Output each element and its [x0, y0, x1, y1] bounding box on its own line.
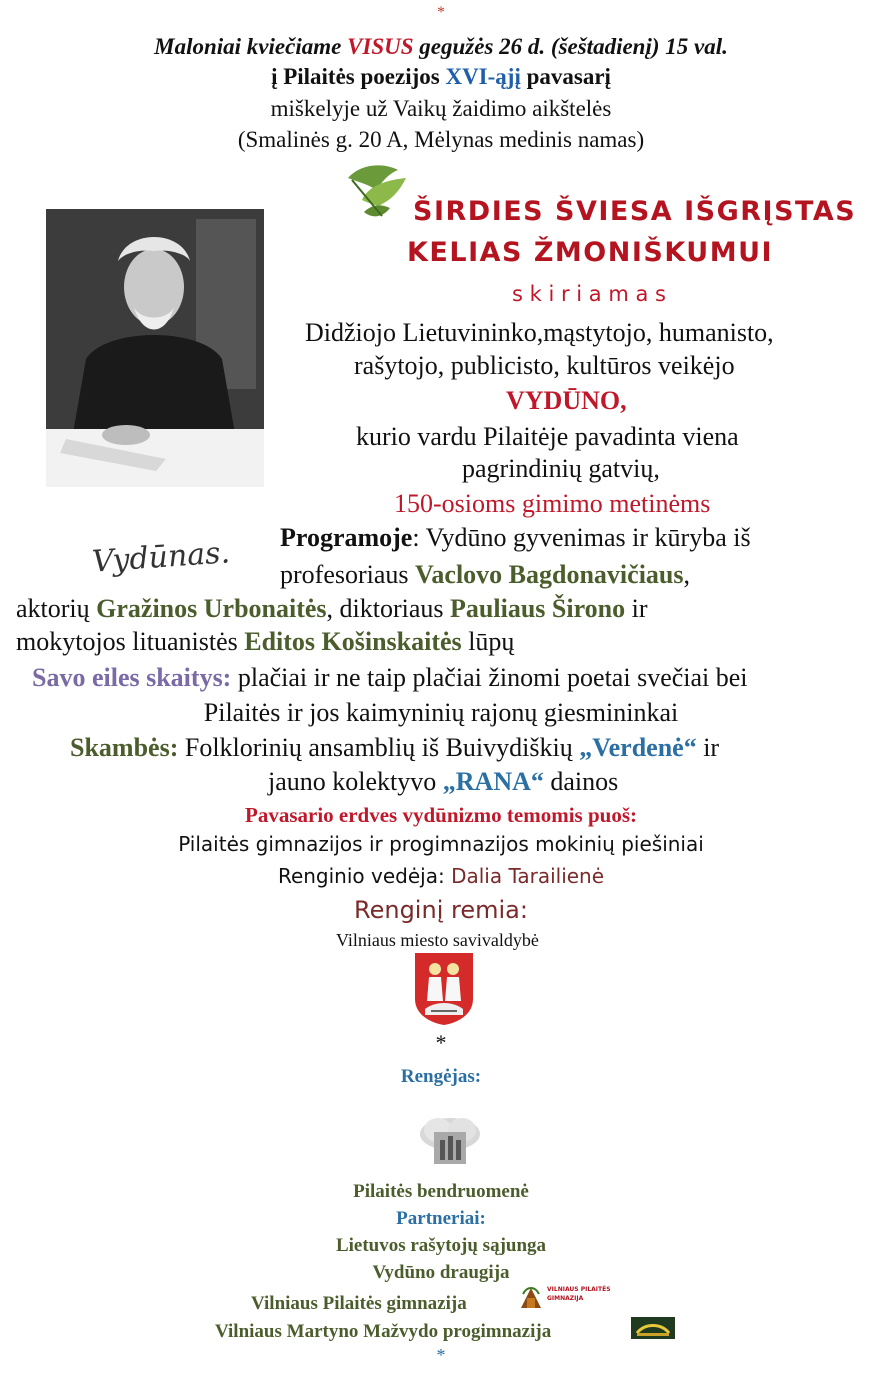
vyduno-signature: Vydūnas. [90, 535, 232, 580]
invitation-spring: pavasarį [520, 64, 611, 89]
partner-item: Vilniaus Martyno Mažvydo progimnazija [215, 1321, 552, 1342]
host-line [0, 864, 882, 888]
partners-label: Partneriai: [396, 1208, 486, 1229]
poets-line-2: Pilaitės ir jos kaimyninių rajonų giesmininkai [203, 698, 679, 727]
music-text: Folklorinių ansamblių iš Buivydiškių [178, 733, 580, 762]
invitation-line-1 [0, 34, 882, 60]
host-name: Dalia Tarailienė [451, 864, 605, 888]
progymnasium-logo-icon [631, 1317, 675, 1339]
vyduno-portrait-photo [46, 209, 264, 487]
invitation-event: į Pilaitės poezijos [271, 64, 446, 89]
ensemble-rana: „RANA“ [442, 767, 544, 796]
event-title-line-2: KELIAS ŽMONIŠKUMUI [407, 237, 774, 268]
partner-item: Vydūno draugija [372, 1262, 510, 1283]
top-asterisk: * [437, 4, 445, 21]
program-text: , diktoriaus [326, 594, 451, 623]
invitation-edition: XVI-ąjį [445, 64, 521, 89]
music-text: ir [696, 733, 720, 762]
program-line-3 [16, 594, 648, 624]
dedication-line-2: rašytojo, publicisto, kultūros veikėjo [354, 351, 735, 380]
professor-name: Vaclovo Bagdonavičiaus [415, 560, 684, 589]
gymnasium-logo-icon [519, 1284, 543, 1310]
announcer-name: Pauliaus Širono [450, 594, 626, 623]
vilnius-coat-of-arms-icon [413, 951, 475, 1026]
poets-label: Savo eiles skaitys: [32, 663, 232, 692]
host-label: Renginio vedėja: [277, 864, 452, 888]
ensemble-verdene: „Verdenė“ [579, 733, 697, 762]
dedication-line-1: Didžiojo Lietuvininko,mąstytojo, humanisto, [305, 318, 774, 347]
program-text: lūpų [461, 627, 515, 656]
program-text: profesoriaus [280, 560, 416, 589]
gymnasium-logo-text: VILNIAUS PILAITĖS GIMNAZIJA [547, 1286, 611, 1302]
program-text: aktorių [16, 594, 97, 623]
event-title-line-1: ŠIRDIES ŠVIESA IŠGRĮSTAS [413, 196, 857, 227]
actress-name: Gražinos Urbonaitės [96, 594, 327, 623]
invitation-line-2 [0, 64, 882, 90]
middle-asterisk: * [435, 1030, 447, 1055]
program-text: : Vydūno gyvenimas ir kūryba iš [412, 523, 751, 552]
leaf-bird-icon [342, 160, 412, 226]
vyduno-name: VYDŪNO, [506, 386, 627, 415]
dedication-line-3: kurio vardu Pilaitėje pavadinta viena [356, 422, 739, 451]
teacher-name: Editos Košinskaitės [244, 627, 462, 656]
invitation-date: gegužės 26 d. (šeštadienį) 15 val. [413, 34, 728, 59]
music-label: Skambės: [70, 733, 179, 762]
partner-item: Vilniaus Pilaitės gimnazija [251, 1293, 467, 1314]
program-label: Programoje [280, 523, 413, 552]
invitation-everyone: VISUS [347, 34, 414, 59]
music-line-2 [268, 767, 618, 797]
program-line-1 [280, 523, 751, 553]
anniversary-line: 150-osioms gimimo metinėms [394, 489, 711, 518]
program-text: mokytojos lituanistės [16, 627, 245, 656]
invitation-address: (Smalinės g. 20 A, Mėlynas medinis namas) [237, 127, 645, 152]
dedication-label: s k i r i a m a s [512, 282, 666, 306]
poets-text: plačiai ir ne taip plačiai žinomi poetai svečiai bei [231, 663, 748, 692]
decor-text: Pilaitės gimnazijos ir progimnazijos mokinių piešiniai [178, 832, 704, 856]
program-text: ir [625, 594, 648, 623]
program-line-4 [16, 627, 514, 657]
program-line-2 [280, 560, 690, 590]
pilaite-community-logo-icon [418, 1110, 482, 1168]
invitation-location: miškelyje už Vaikų žaidimo aikštelės [270, 96, 612, 121]
poets-line-1 [32, 663, 748, 693]
program-text: , [683, 560, 690, 589]
sponsor-label: Renginį remia: [354, 896, 528, 924]
sponsor-name: Vilniaus miesto savivaldybė [336, 930, 539, 950]
music-line-1 [70, 733, 719, 763]
dedication-line-4: pagrindinių gatvių, [462, 454, 660, 483]
bottom-asterisk: * [436, 1345, 446, 1365]
music-text: dainos [543, 767, 619, 796]
decor-label: Pavasario erdves vydūnizmo temomis puoš: [245, 803, 637, 827]
invitation-text: Maloniai kviečiame [154, 34, 348, 59]
organizer-name: Pilaitės bendruomenė [353, 1181, 529, 1202]
music-text: jauno kolektyvo [268, 767, 443, 796]
organizer-label: Rengėjas: [400, 1066, 482, 1087]
partner-item: Lietuvos rašytojų sąjunga [335, 1235, 547, 1256]
